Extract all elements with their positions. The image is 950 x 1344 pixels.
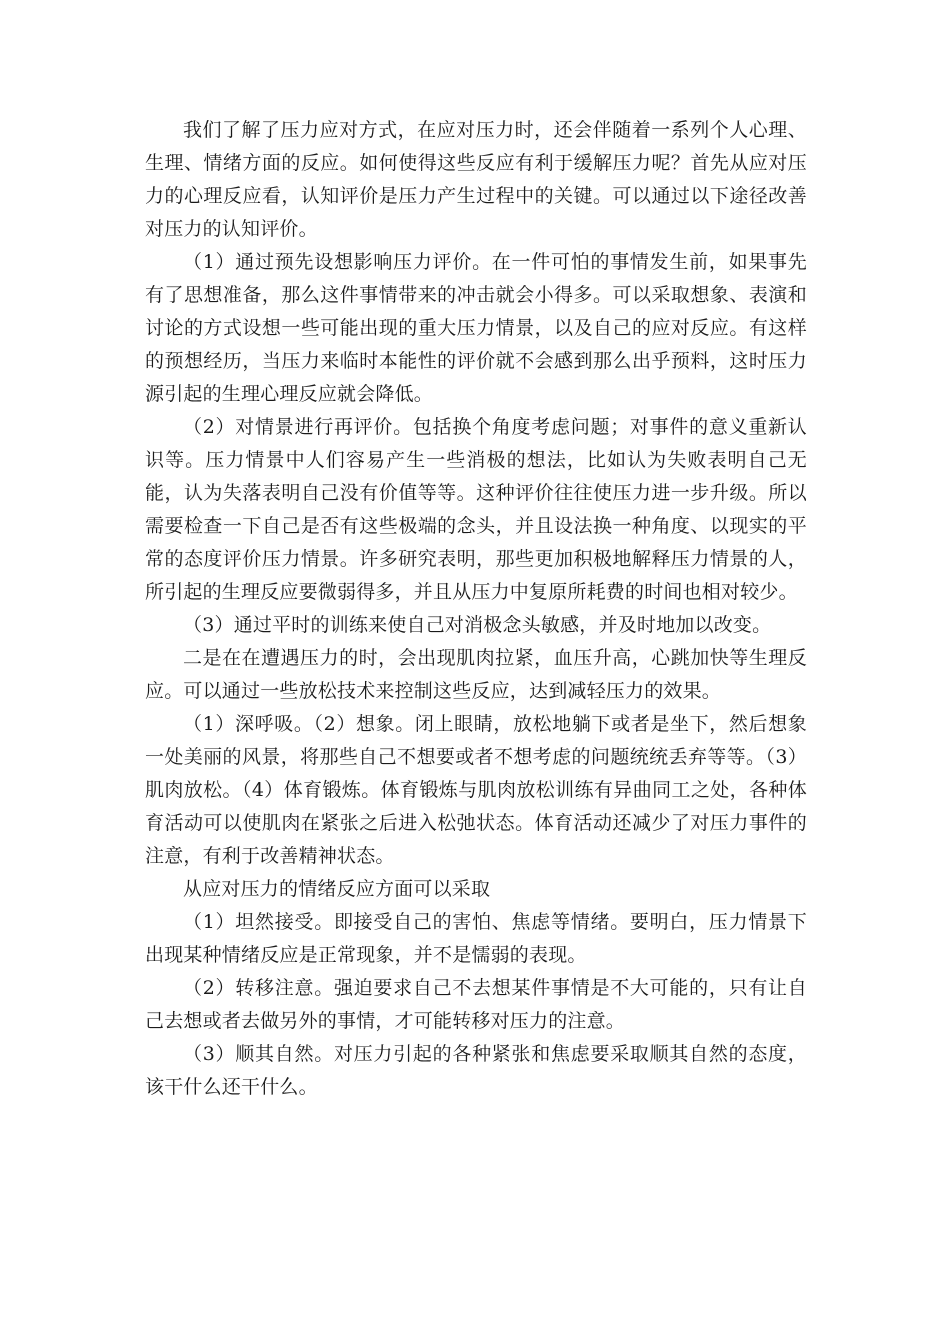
paragraph-emotional-2: （2）转移注意。强迫要求自己不去想某件事情是不大可能的，只有让自己去想或者去做另外的事情，才可能转移对压力的注意。 bbox=[145, 977, 807, 1032]
paragraph-item-2: （2）对情景进行再评价。包括换个角度考虑问题；对事件的意义重新认识等。压力情景中人们容易产生一些消极的想法，比如认为失败表明自己无能，认为失落表明自己没有价值等等。这种评价往往使压力进一步升级。所以需要检查一下自己是否有这些极端的念头，并且设法换一种角度、以现实的平常的态度评价压力情景。许多研究表明，那些更加积极地解释压力情景的人，所引起的生理反应要微弱得多，并且从压力中复原所耗费的时间也相对较少。 bbox=[145, 416, 807, 603]
paragraph-emotional-1: （1）坦然接受。即接受自己的害怕、焦虑等情绪。要明白，压力情景下出现某种情绪反应是正常现象，并不是懦弱的表现。 bbox=[145, 911, 807, 966]
paragraph-relaxation-techniques: （1）深呼吸。（2）想象。闭上眼睛，放松地躺下或者是坐下，然后想象一处美丽的风景，将那些自己不想要或者不想考虑的问题统统丢弃等等。（3）肌肉放松。（4）体育锻炼。体育锻炼与肌肉放松训练有异曲同工之处，各种体育活动可以使肌肉在紧张之后进入松弛状态。体育活动还减少了对压力事件的注意，有利于改善精神状态。 bbox=[145, 713, 807, 867]
paragraph-item-1: （1）通过预先设想影响压力评价。在一件可怕的事情发生前，如果事先有了思想准备，那么这件事情带来的冲击就会小得多。可以采取想象、表演和讨论的方式设想一些可能出现的重大压力情景，以及自己的应对反应。有这样的预想经历，当压力来临时本能性的评价就不会感到那么出乎预料，这时压力源引起的生理心理反应就会降低。 bbox=[145, 251, 807, 405]
paragraph-emotional-heading: 从应对压力的情绪反应方面可以采取 bbox=[183, 878, 491, 900]
paragraph-physiological: 二是在在遭遇压力的时，会出现肌肉拉紧，血压升高，心跳加快等生理反应。可以通过一些放松技术来控制这些反应，达到减轻压力的效果。 bbox=[145, 647, 807, 702]
paragraph-item-3: （3）通过平时的训练来使自己对消极念头敏感，并及时地加以改变。 bbox=[183, 614, 772, 636]
paragraph-intro: 我们了解了压力应对方式，在应对压力时，还会伴随着一系列个人心理、生理、情绪方面的反应。如何使得这些反应有利于缓解压力呢？首先从应对压力的心理反应看，认知评价是压力产生过程中的关键。可以通过以下途径改善对压力的认知评价。 bbox=[145, 119, 807, 240]
document-body bbox=[145, 114, 807, 1104]
paragraph-emotional-3: （3）顺其自然。对压力引起的各种紧张和焦虑要采取顺其自然的态度，该干什么还干什么。 bbox=[145, 1043, 807, 1098]
